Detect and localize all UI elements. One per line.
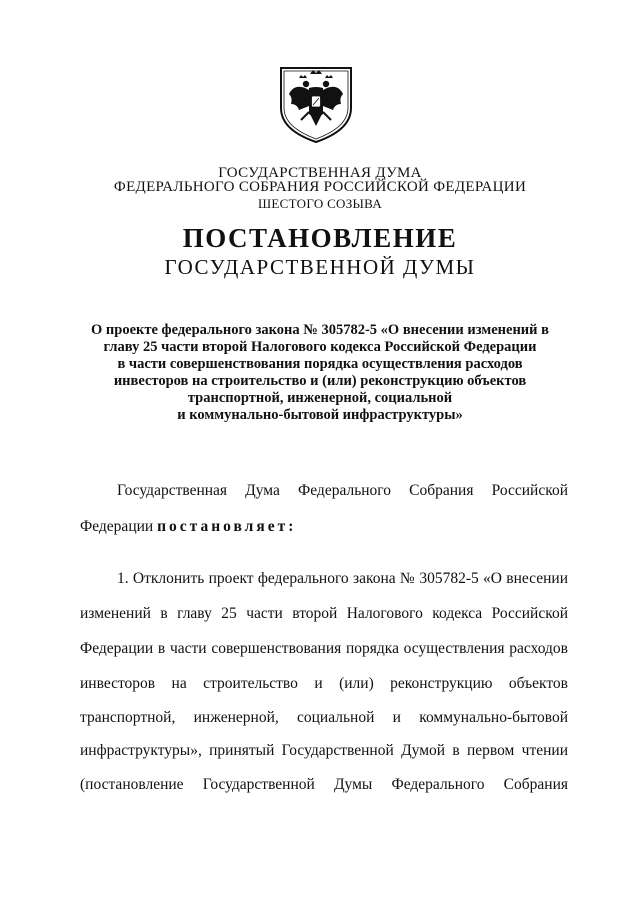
subject-line: главу 25 части второй Налогового кодекса Российской Федерации	[103, 339, 537, 355]
coat-of-arms-emblem	[273, 64, 359, 144]
intro-line: Государственная Дума Федерального Собрания Российской	[117, 482, 568, 499]
body-line: инфраструктуры», принятый Государственной Думой в первом чтении	[80, 742, 568, 759]
body-line: инвесторов на строительство и (или) реконструкцию объектов	[80, 675, 568, 692]
subject-line: и коммунально-бытовой инфраструктуры»	[177, 407, 463, 423]
subject-line: О проекте федерального закона № 305782-5 «О внесении изменений в	[91, 322, 549, 338]
document-title: ПОСТАНОВЛЕНИЕ	[182, 223, 458, 253]
subject-heading	[90, 322, 550, 424]
intro-prefix: Федерации	[80, 518, 154, 535]
issuer-line-2: ФЕДЕРАЛЬНОГО СОБРАНИЯ РОССИЙСКОЙ ФЕДЕРАЦИИ	[113, 179, 527, 195]
convocation-line: ШЕСТОГО СОЗЫВА	[257, 196, 383, 211]
intro-line-2	[80, 518, 568, 536]
body-line: 1. Отклонить проект федерального закона № 305782-5 «О внесении	[117, 570, 568, 587]
body-line: изменений в главу 25 части второй Налогового кодекса Российской	[80, 605, 568, 622]
subject-line: транспортной, инженерной, социальной	[187, 390, 453, 406]
decree-keyword: постановляет:	[157, 518, 297, 535]
body-line: Федерации в части совершенствования порядка осуществления расходов	[80, 640, 568, 657]
subject-line: инвесторов на строительство и (или) реконструкцию объектов	[113, 373, 527, 389]
body-line: транспортной, инженерной, социальной и коммунально-бытовой	[80, 709, 568, 726]
document-subtitle: ГОСУДАРСТВЕННОЙ ДУМЫ	[164, 255, 476, 279]
body-line: (постановление Государственной Думы Федерального Собрания	[80, 776, 568, 793]
subject-line: в части совершенствования порядка осуществления расходов	[117, 356, 523, 372]
issuer-line-1: ГОСУДАРСТВЕННАЯ ДУМА	[218, 165, 422, 181]
